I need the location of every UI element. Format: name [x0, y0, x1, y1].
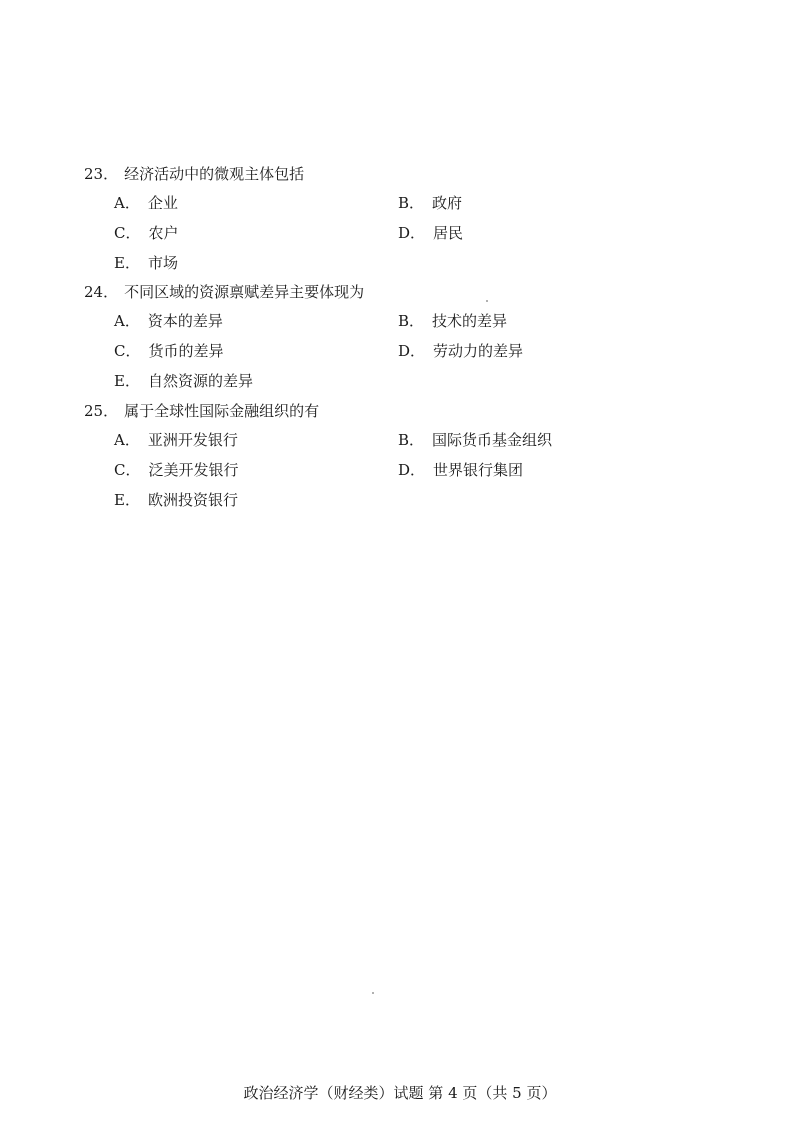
option-letter: D． [398, 461, 426, 479]
option-a [114, 306, 223, 336]
question-text: 属于全球性国际金融组织的有 [124, 402, 320, 420]
option-text: 货币的差异 [148, 342, 224, 360]
option-letter: E． [114, 372, 140, 390]
option-text: 世界银行集团 [433, 461, 524, 479]
option-row [114, 336, 764, 366]
option-letter: A． [114, 431, 140, 449]
question-stem [84, 164, 764, 184]
option-letter: D． [398, 342, 426, 360]
scan-speck [372, 992, 374, 994]
question-stem [84, 282, 764, 302]
option-row [114, 485, 764, 515]
option-list [114, 425, 764, 515]
option-letter: B． [398, 312, 425, 330]
question-number: 25． [84, 402, 119, 420]
option-row [114, 306, 764, 336]
option-letter: C． [114, 342, 141, 360]
question-number: 23． [84, 165, 119, 183]
option-b [398, 306, 507, 336]
option-text: 国际货币基金组织 [432, 431, 553, 449]
option-letter: E． [114, 254, 140, 272]
option-text: 市场 [147, 254, 178, 272]
option-a [114, 425, 238, 455]
option-text: 泛美开发银行 [148, 461, 239, 479]
option-c [114, 455, 239, 485]
option-d [398, 455, 523, 485]
option-d [398, 336, 523, 366]
option-letter: D． [398, 224, 426, 242]
option-a [114, 188, 178, 218]
option-b [398, 188, 462, 218]
option-row [114, 366, 764, 396]
option-text: 技术的差异 [432, 312, 508, 330]
question-24 [84, 282, 764, 396]
option-text: 资本的差异 [147, 312, 223, 330]
option-letter: A． [114, 312, 140, 330]
option-e [114, 248, 178, 278]
option-row [114, 218, 764, 248]
option-e [114, 485, 238, 515]
option-list [114, 188, 764, 278]
option-text: 农户 [148, 224, 179, 242]
option-text: 企业 [147, 194, 178, 212]
page-footer: 政治经济学（财经类）试题 第 4 页（共 5 页） [243, 1084, 557, 1102]
option-letter: A． [114, 194, 140, 212]
option-e [114, 366, 253, 396]
option-letter: E． [114, 491, 140, 509]
option-d [398, 218, 463, 248]
option-b [398, 425, 552, 455]
question-23 [84, 164, 764, 278]
option-text: 亚洲开发银行 [147, 431, 238, 449]
option-letter: B． [398, 431, 425, 449]
question-25 [84, 401, 764, 515]
question-text: 经济活动中的微观主体包括 [124, 165, 305, 183]
scan-speck [486, 300, 488, 302]
question-number: 24． [84, 283, 119, 301]
option-list [114, 306, 764, 396]
option-text: 欧洲投资银行 [147, 491, 238, 509]
option-text: 自然资源的差异 [147, 372, 253, 390]
option-row [114, 188, 764, 218]
option-letter: C． [114, 461, 141, 479]
option-row [114, 248, 764, 278]
option-text: 居民 [433, 224, 464, 242]
question-text: 不同区域的资源禀赋差异主要体现为 [124, 283, 365, 301]
question-stem [84, 401, 764, 421]
option-text: 劳动力的差异 [433, 342, 524, 360]
option-c [114, 218, 179, 248]
option-c [114, 336, 224, 366]
option-text: 政府 [432, 194, 463, 212]
option-row [114, 425, 764, 455]
option-row [114, 455, 764, 485]
option-letter: C． [114, 224, 141, 242]
option-letter: B． [398, 194, 425, 212]
